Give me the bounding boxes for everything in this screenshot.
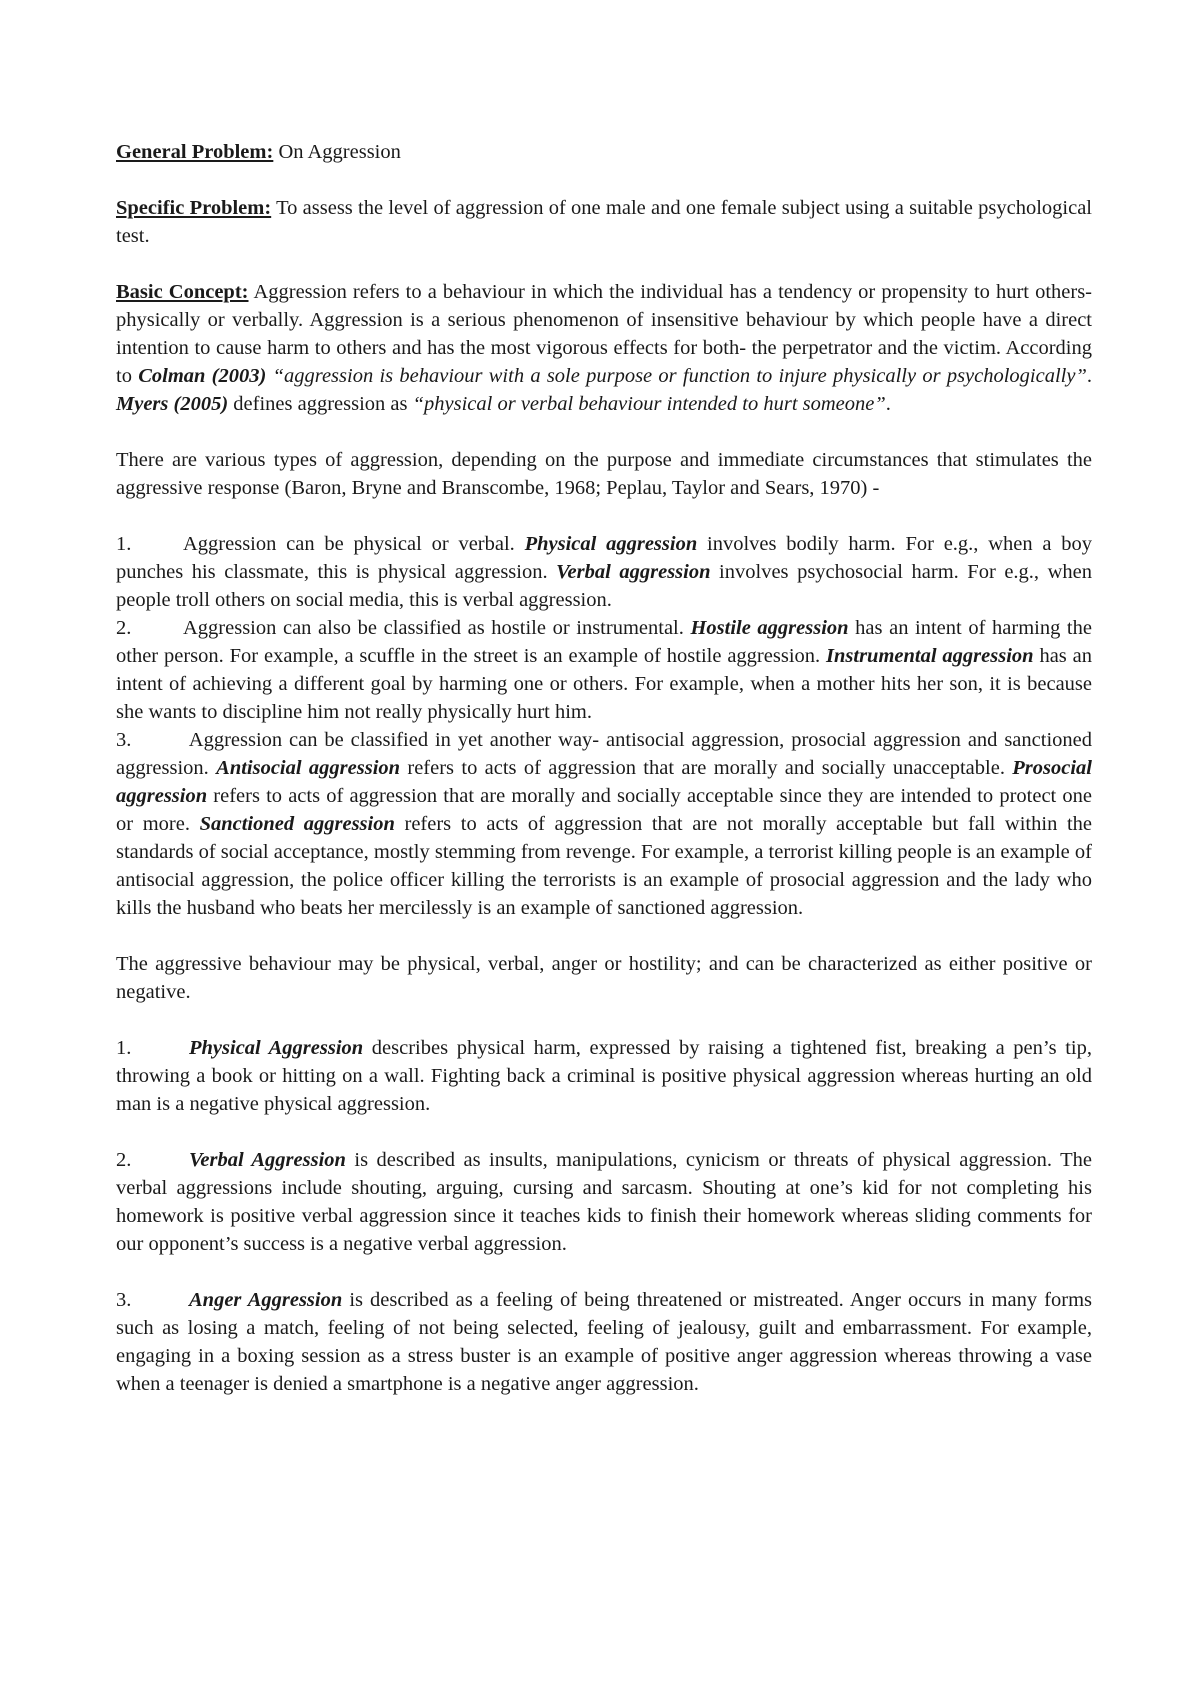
list-item bbox=[116, 614, 1092, 726]
list-item bbox=[116, 1034, 1092, 1118]
specific-problem-label: Specific Problem: bbox=[116, 197, 272, 219]
general-problem-text: On Aggression bbox=[273, 141, 401, 163]
list-number: 3. bbox=[116, 1289, 132, 1311]
term-instrumental-aggression: Instrumental aggression bbox=[826, 645, 1034, 667]
citation-colman: Colman (2003) bbox=[138, 365, 267, 387]
basic-concept-text-4: . bbox=[885, 393, 891, 415]
term-prosocial-aggression: Prosocial aggression bbox=[116, 757, 1092, 807]
types-intro: There are various types of aggression, depending on the purpose and immediate circumstances that stimulates the aggressive response (Baron, Bryne and Branscombe, 1968; Peplau, Taylor and Sears, 1970) - bbox=[116, 449, 1092, 499]
list-text: Aggression can be classified in yet another way- antisocial aggression, prosocial aggression and sanctioned aggression. bbox=[116, 729, 1092, 779]
quote-colman: “aggression is behaviour with a sole purpose or function to injure physically or psychologically” bbox=[266, 365, 1087, 387]
specific-problem bbox=[116, 194, 1092, 250]
term-antisocial-aggression: Antisocial aggression bbox=[216, 757, 401, 779]
list-number: 2. bbox=[116, 1149, 132, 1171]
term-verbal-aggression: Verbal aggression bbox=[556, 561, 711, 583]
list-text: describes physical harm, expressed by raising a tightened fist, breaking a pen’s tip, throwing a book or hitting on a wall. Fighting back a criminal is positive physical aggression whereas hurting an old man is a negative physical aggression. bbox=[116, 1037, 1092, 1115]
behaviour-intro: The aggressive behaviour may be physical, verbal, anger or hostility; and can be characterized as either positive or negative. bbox=[116, 953, 1092, 1003]
basic-concept-text-3: defines aggression as bbox=[228, 393, 413, 415]
term-sanctioned-aggression: Sanctioned aggression bbox=[199, 813, 395, 835]
basic-concept-label: Basic Concept: bbox=[116, 281, 249, 303]
types-list bbox=[116, 530, 1092, 922]
term-physical-aggression: Physical aggression bbox=[524, 533, 698, 555]
term-anger-aggression-heading: Anger Aggression bbox=[189, 1289, 343, 1311]
list-text: refers to acts of aggression that are not morally acceptable but fall within the standards of social acceptance, mostly stemming from revenge. For example, a terrorist killing people is an example of antisocial aggression, the police officer killing the terrorists is an example of prosocial aggression and the lady who kills the husband who beats her mercilessly is an example of sanctioned aggression. bbox=[116, 813, 1092, 919]
citation-myers: Myers (2005) bbox=[116, 393, 229, 415]
quote-myers: “physical or verbal behaviour intended to hurt someone” bbox=[412, 393, 886, 415]
general-problem bbox=[116, 138, 1092, 166]
list-text: Aggression can also be classified as hostile or instrumental. bbox=[183, 617, 691, 639]
specific-problem-text: To assess the level of aggression of one male and one female subject using a suitable psychological test. bbox=[116, 197, 1093, 247]
term-hostile-aggression: Hostile aggression bbox=[690, 617, 849, 639]
list-number: 3. bbox=[116, 729, 132, 751]
list-text: Aggression can be physical or verbal. bbox=[183, 533, 525, 555]
list-text: has an intent of achieving a different goal by harming one or others. For example, when a mother hits her son, it is because she wants to discipline him not really physically hurt him. bbox=[116, 645, 1092, 723]
basic-concept bbox=[116, 278, 1092, 418]
list-number: 1. bbox=[116, 533, 132, 555]
list-text: involves psychosocial harm. For e.g., when people troll others on social media, this is verbal aggression. bbox=[116, 561, 1093, 611]
list-item bbox=[116, 726, 1092, 922]
list-number: 1. bbox=[116, 1037, 132, 1059]
list-item bbox=[116, 1286, 1092, 1398]
list-text: refers to acts of aggression that are morally and socially acceptable since they are intended to protect one or more. bbox=[116, 785, 1092, 835]
list-text: has an intent of harming the other person. For example, a scuffle in the street is an example of hostile aggression. bbox=[116, 617, 1092, 667]
list-item bbox=[116, 530, 1092, 614]
basic-concept-text-1: Aggression refers to a behaviour in which the individual has a tendency or propensity to hurt others- physically or verbally. Aggression is a serious phenomenon of insensitive behaviour by which people have a direct intention to cause harm to others and has the most vigorous effects for both- the perpetrator and the victim. According to bbox=[116, 281, 1093, 387]
general-problem-label: General Problem: bbox=[116, 141, 274, 163]
list-text: is described as a feeling of being threatened or mistreated. Anger occurs in many forms such as losing a match, feeling of not being selected, feeling of jealousy, guilt and embarrassment. For example, engaging in a boxing session as a stress buster is an example of positive anger aggression whereas throwing a vase when a teenager is denied a smartphone is a negative anger aggression. bbox=[116, 1289, 1092, 1395]
list-text: refers to acts of aggression that are morally and socially unacceptable. bbox=[400, 757, 1013, 779]
list-text: involves bodily harm. For e.g., when a boy punches his classmate, this is physical aggression. bbox=[116, 533, 1093, 583]
term-physical-aggression-heading: Physical Aggression bbox=[189, 1037, 364, 1059]
list-number: 2. bbox=[116, 617, 132, 639]
list-item bbox=[116, 1146, 1092, 1258]
list-text: is described as insults, manipulations, cynicism or threats of physical aggression. The verbal aggressions include shouting, arguing, cursing and sarcasm. Shouting at one’s kid for not completing his homework is positive verbal aggression since it teaches kids to finish their homework whereas sliding comments for our opponent’s success is a negative verbal aggression. bbox=[116, 1149, 1092, 1255]
basic-concept-text-2: . bbox=[1086, 365, 1092, 387]
term-verbal-aggression-heading: Verbal Aggression bbox=[189, 1149, 346, 1171]
